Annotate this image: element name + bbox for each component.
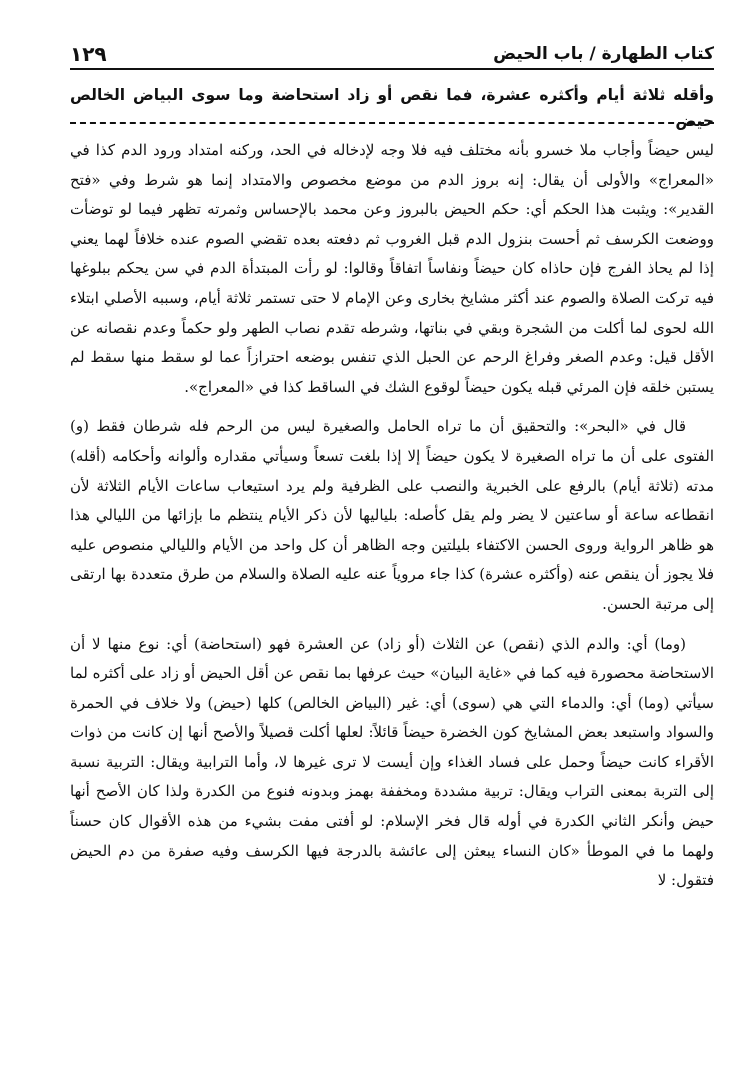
- paragraph: ليس حيضاً وأجاب ملا خسرو بأنه مختلف فيه فلا وجه لإدخاله في الحد، وركنه امتداد ورود الدم كذا في «المعراج» والأولى أن يقال: إنه بروز الدم من موضع مخصوص والامتداد إنما هو شرط وفي «فتح القدير»: ويثبت هذا الحكم أي: حكم الحيض بالبروز وعن محمد بالإحساس وثمرته تظهر فيما لو توضأت ووضعت الكرسف ثم أحست بنزول الدم قبل الغروب ثم دفعته بعده تقضي الصوم عنده خلافاً لهما يعني إذا لم يحاذ الفرج فإن حاذاه كان حيضاً ونفاساً اتفاقاً وقالوا: لو رأت المبتدأة الدم في سن يحكم ببلوغها فيه تركت الصلاة والصوم عند أكثر مشايخ بخارى وعن الإمام لا حتى تستمر ثلاثة أيام، وسببه الأصلي ابتلاء الله لحوى لما أكلت من الشجرة وبقي في بناتها، وشرطه تقدم نصاب الطهر ولو حكماً وعدم نقصانه عن الأقل قيل: وعدم الصغر وفراغ الرحم عن الحبل الذي تنفس بوضعه احترازاً عما لو سقط منها سقط لم يستبن خلقه فإن المرئي قبله يكون حيضاً لوقوع الشك في الساقط كذا في «المعراج».: [70, 141, 714, 396]
- paragraph: (وما) أي: والدم الذي (نقص) عن الثلاث (أو زاد) عن العشرة فهو (استحاضة) أي: نوع منها لا أن الاستحاضة محصورة فيه كما في «غاية البيان» حيث عرفها بما نقص عن أقل الحيض أو زاد على أكثره لما سيأتي (وما) أي: والدماء التي هي (سوى) أي: غير (البياض الخالص) كلها (حيض) ولا خلاف في الحمرة والسواد واستبعد بعض المشايخ كون الخضرة حيضاً قائلاً: لعلها أكلت قصيلاً والأصح أنها إن كانت من ذوات الأقراء كانت حيضاً وحمل على فساد الغذاء وإن أيست لا ترى غيرها لا، وأما الترابية ويقال: التربية نسبة إلى التربة بمعنى التراب ويقال: تربية مشددة ومخففة بهمز وبدونه فنوع من الكدرة ولذا كان الأصح أنها حيض وأنكر الثاني الكدرة في أوله قال فخر الإسلام: لو أفتى مفت بشيء من هذه الأقوال كان حسناً ولهما ما في الموطأ «كان النساء يبعثن إلى عائشة بالدرجة فيها الكرسف وفيه صفرة من دم الحيض فتقول: لا: [70, 634, 714, 890]
- chapter-title: كتاب الطهارة / باب الحيض: [493, 44, 714, 64]
- matn-text: وأقله ثلاثة أيام وأكثره عشرة، فما نقص أو زاد استحاضة وما سوى البياض الخالص حيض: [70, 86, 714, 130]
- running-header: [70, 34, 714, 70]
- commentary: [70, 136, 714, 906]
- paragraph: قال في «البحر»: والتحقيق أن ما تراه الحامل والصغيرة ليس من الرحم فله شرطان فقط (و) الفتوى على أن ما تراه الصغيرة لا يكون حيضاً إلا إذا بلغت تسعاً وسيأتي مقداره وألوانه وأحكامه (أقله) مدته (ثلاثة أيام) بالرفع على الخبرية والنصب على الظرفية ولم يرد استيعاب ساعات الأيام الثلاثة لأن انقطاعه ساعة أو ساعتين لا يضر ولم يقل كأصله: بلياليها لأن ذكر الأيام ينتظم ما بإزائها من الليالي هذا هو ظاهر الرواية وروى الحسن الاكتفاء بليلتين وجه الظاهر أن كل واحد من الأيام والليالي منصوص عليه فلا يجوز أن ينقص عنه (وأكثره عشرة) كذا جاء مروياً عنه عليه الصلاة والسلام من طرق متعددة بها ارتقى إلى مرتبة الحسن.: [70, 417, 714, 613]
- dashed-divider: [70, 122, 714, 124]
- page-number: ١٢٩: [70, 42, 107, 66]
